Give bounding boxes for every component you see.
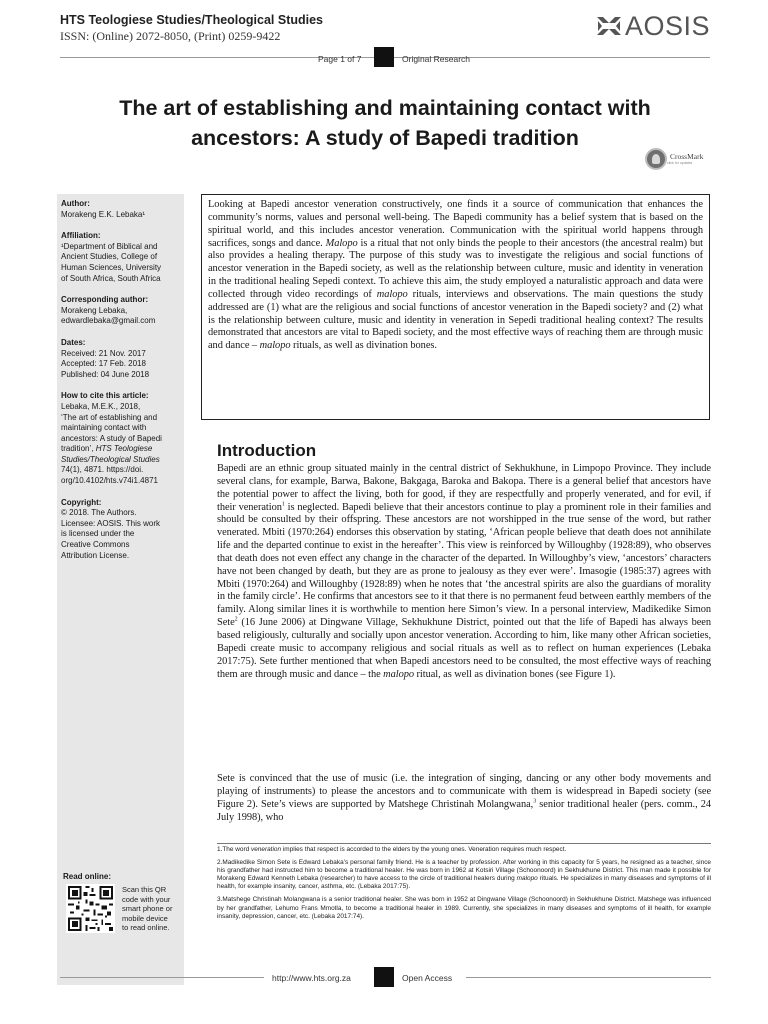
copyright-heading: Copyright: [61, 497, 102, 507]
footnote-ref-3[interactable]: 3 [533, 798, 537, 805]
abstract-part-d: rituals, as well as divination bones. [290, 340, 437, 352]
page-number: Page 1 of 7 [318, 54, 362, 64]
footer-square [374, 967, 394, 987]
article-title [60, 93, 710, 153]
footnote-ref-2[interactable]: 2 [234, 616, 238, 623]
aosis-logo[interactable] [596, 12, 710, 40]
footnote-ref-1[interactable]: 1 [281, 501, 285, 508]
fn1-part-a: 1.The word [217, 846, 251, 853]
open-access-label: Open Access [402, 973, 453, 983]
citation-journal: HTS Teologiese Studies/Theological Studies [61, 444, 160, 464]
header-square [374, 47, 394, 67]
fn1-part-b: implies that respect is accorded to the elders by the young ones. Veneration requires much respect. [281, 846, 567, 853]
abstract-part-c: rituals, interviews and observations. The main questions the study addressed are (1) what are the religious and social functions of ancestor veneration in the Bapedi society? and (2) what is the relationship between culture, music and identity in veneration in Sepedi traditional healing context? The results demonstrated that ancestors are vital to Bapedi society, and the most effective ways of reaching them are through music and dance – [208, 288, 703, 352]
cite-heading: How to cite this article: [61, 391, 149, 401]
read-online-title: Read online: [63, 872, 112, 881]
citation-part-b[interactable]: 74(1), 4871. https://doi. org/10.4102/hts.v74i1.4871 [61, 465, 158, 486]
footnote-rule [217, 843, 711, 844]
title-line-2: ancestors: A study of Bapedi tradition [191, 126, 579, 150]
citation-text [61, 402, 180, 487]
date-received: Received: 21 Nov. 2017 [61, 348, 146, 358]
fn2-part-a: 2.Madikedike Simon Sete is Edward Lebaka’s personal family friend. He is a teacher by profession. After working in this capacity for 5 years, he resigned as a teacher, since his grandfather had instructed him to become a traditional healer. He was born in 1962 at Kotsiri Village (Schoonoord) in Sekhukhune District. This man made it possible for Morakeng Edward Kenneth Lebaka (researcher) to have access to the circle of traditional healers during [217, 859, 711, 883]
abstract-malopo-1: Malopo [325, 237, 358, 249]
journal-name: HTS Teologiese Studies/Theological Studies [60, 13, 324, 27]
qr-code-icon[interactable] [66, 884, 115, 933]
p2-part-b: senior traditional healer (pers. comm., 24 July 1998), who [217, 798, 711, 823]
p1-part-a: Bapedi are an ethnic group situated mainly in the central district of Sekhukhune, in Limpopo Province. They include several clans, for example, Barwa, Bakone, Bakgaga, Baroka and Bakopa. There is a general belief that ancestors have the potential power to affect the living, both for good, if they are respectfully and properly venerated, and for evil, if their veneration [217, 463, 711, 513]
crossmark-badge[interactable] [645, 148, 703, 170]
affiliation-heading: Affiliation: [61, 231, 101, 241]
date-published: Published: 04 June 2018 [61, 369, 150, 379]
footer-rule-right [466, 977, 711, 978]
fn2-italic: malopo [516, 875, 538, 883]
affiliation-text: ¹Department of Biblical and Ancient Studies, College of Human Sciences, University of South Africa, South Africa [61, 241, 162, 283]
article-type: Original Research [402, 54, 471, 64]
fn2-part-b: rituals. He specializes in many diseases and symptoms of ill health, for example insanity, cancer, asthma, etc. (Lebaka 2017:75). [217, 875, 712, 891]
corresponding-heading: Corresponding author: [61, 295, 149, 305]
p2-part-a: Sete is convinced that the use of music (i.e. the integration of singing, dancing or any other body movements and playing of instruments) to please the ancestors and to communicate with them is widespread in Bapedi society (see Figure 2). Sete’s views are supported by Matshege Christinah Molangwana, [217, 773, 711, 810]
p1-part-d: ritual, as well as divination bones (see Figure 1). [413, 668, 616, 680]
citation-part-a: Lebaka, M.E.K., 2018, ‘The art of establishing and maintaining contact with ancestors: A study of Bapedi tradition’, [61, 401, 162, 454]
read-online-box [57, 870, 184, 943]
footer-rule-left [60, 977, 264, 978]
article-info-sidebar [57, 194, 184, 985]
qr-instructions: Scan this QR code with your smart phone or mobile device to read online. [122, 885, 173, 933]
footnote-3: 3.Matshege Christinah Molangwana is a senior traditional healer. She was born in 1952 at Dingwane Village (Schoonoord) in Sekhukhune District. Matshege was influenced by her grandfather, Lehumo Frans Mmotla, to become a traditional healer in 1989. Currently, she specializes in many diseases and symptoms of ill health, for example insanity, depression, cancer, etc. (Lebaka 2017:74). [217, 896, 711, 920]
title-line-1: The art of establishing and maintaining contact with [119, 96, 651, 120]
footnote-1 [217, 846, 711, 854]
crossmark-icon [645, 148, 667, 170]
footnote-2 [217, 859, 711, 891]
introduction-heading: Introduction [217, 441, 317, 460]
footnotes [217, 846, 711, 926]
intro-paragraph-1 [217, 463, 711, 681]
abstract-part-b: is a ritual that not only binds the people to their ancestors (the ancestral realm) but also provides a healing therapy. The purpose of this study was to investigate the religious and social functions of ancestor veneration in the Bapedi society, as well as the relationship between culture, music and identity in veneration in the traditional healing Sepedi context. To achieve this aim, the study employed a naturalistic approach and data were collected through video recordings of [208, 237, 703, 300]
p1-part-b: is neglected. Bapedi believe that their ancestors continue to play a prominent role in their families and should be consulted by their offspring. These ancestors are not worshipped in the true sense of the word, but rather venerated. Mbiti (1970:264) endorses this observation by stating, ‘African people believe that death does not annihilate life and the departed continue to exist in the hereafter’. This view is reinforced by Willoughby (1928:89), who observes that death does not even effect any change in the character of the departed. In Willoughby’s view, ‘ancestors’ characters have not been changed by death, but they are as prone to jealousy as they ever were’. Imasogie (1985:37) agrees with Mbiti (1970:264) and Willoughby (1928:89) when he notes that ‘the ancestral spirits are also the guardians of morality in the family circle’. He confirms that ancestors see to it that there is no permanent feud between earthly members of the family. Along similar lines it is worthwhile to mention here Simon’s view. In a personal interview, Madikedike Simon Sete [217, 501, 712, 629]
abstract-part-a: Looking at Bapedi ancestor veneration constructively, one finds it a source of communication that enhances the community’s norms, values and personal well-being. The Bapedi community has a belief system that is based on the spiritual world, and this includes ancestor veneration. Communication with the spiritual world happens through sacrifices, songs and dance. [208, 199, 703, 249]
aosis-logo-text: AOSIS [625, 11, 711, 41]
aosis-logo-icon [596, 13, 622, 39]
fn1-italic: veneration [251, 846, 282, 853]
date-accepted: Accepted: 17 Feb. 2018 [61, 359, 146, 369]
copyright-text: © 2018. The Authors. Licensee: AOSIS. This work is licensed under the Creative Commons Attribution License. [61, 508, 161, 560]
author-name: Morakeng E.K. Lebaka¹ [61, 209, 146, 219]
abstract-malopo-2: malopo [376, 288, 408, 300]
abstract-malopo-3: malopo [259, 340, 291, 352]
p1-malopo: malopo [383, 668, 414, 680]
corresponding-email[interactable]: edwardlebaka@gmail.com [61, 316, 156, 326]
crossmark-sublabel: click for updates [667, 161, 693, 165]
crossmark-label: CrossMark [670, 152, 704, 161]
journal-url[interactable]: http://www.hts.org.za [272, 973, 351, 983]
issn-line: ISSN: (Online) 2072-8050, (Print) 0259-9422 [60, 29, 281, 43]
p1-part-c: (16 June 2006) at Dingwane Village, Sekhukhune District, pointed out that the life of Bapedi has always been based religiously, culturally and socially upon ancestor veneration. According to him, like many other African societies, Bapedi create music to accompany religious and social rituals as well as to reflect on human experiences (Lebaka 2017:75). Sete further mentioned that when Bapedi ancestors need to be consulted, the most effective ways of reaching them are through music and dance – the [217, 617, 711, 680]
intro-paragraph-2 [217, 773, 711, 824]
abstract-box [201, 194, 710, 420]
author-heading: Author: [61, 199, 90, 208]
corresponding-name: Morakeng Lebaka, [61, 305, 128, 315]
dates-heading: Dates: [61, 337, 86, 347]
